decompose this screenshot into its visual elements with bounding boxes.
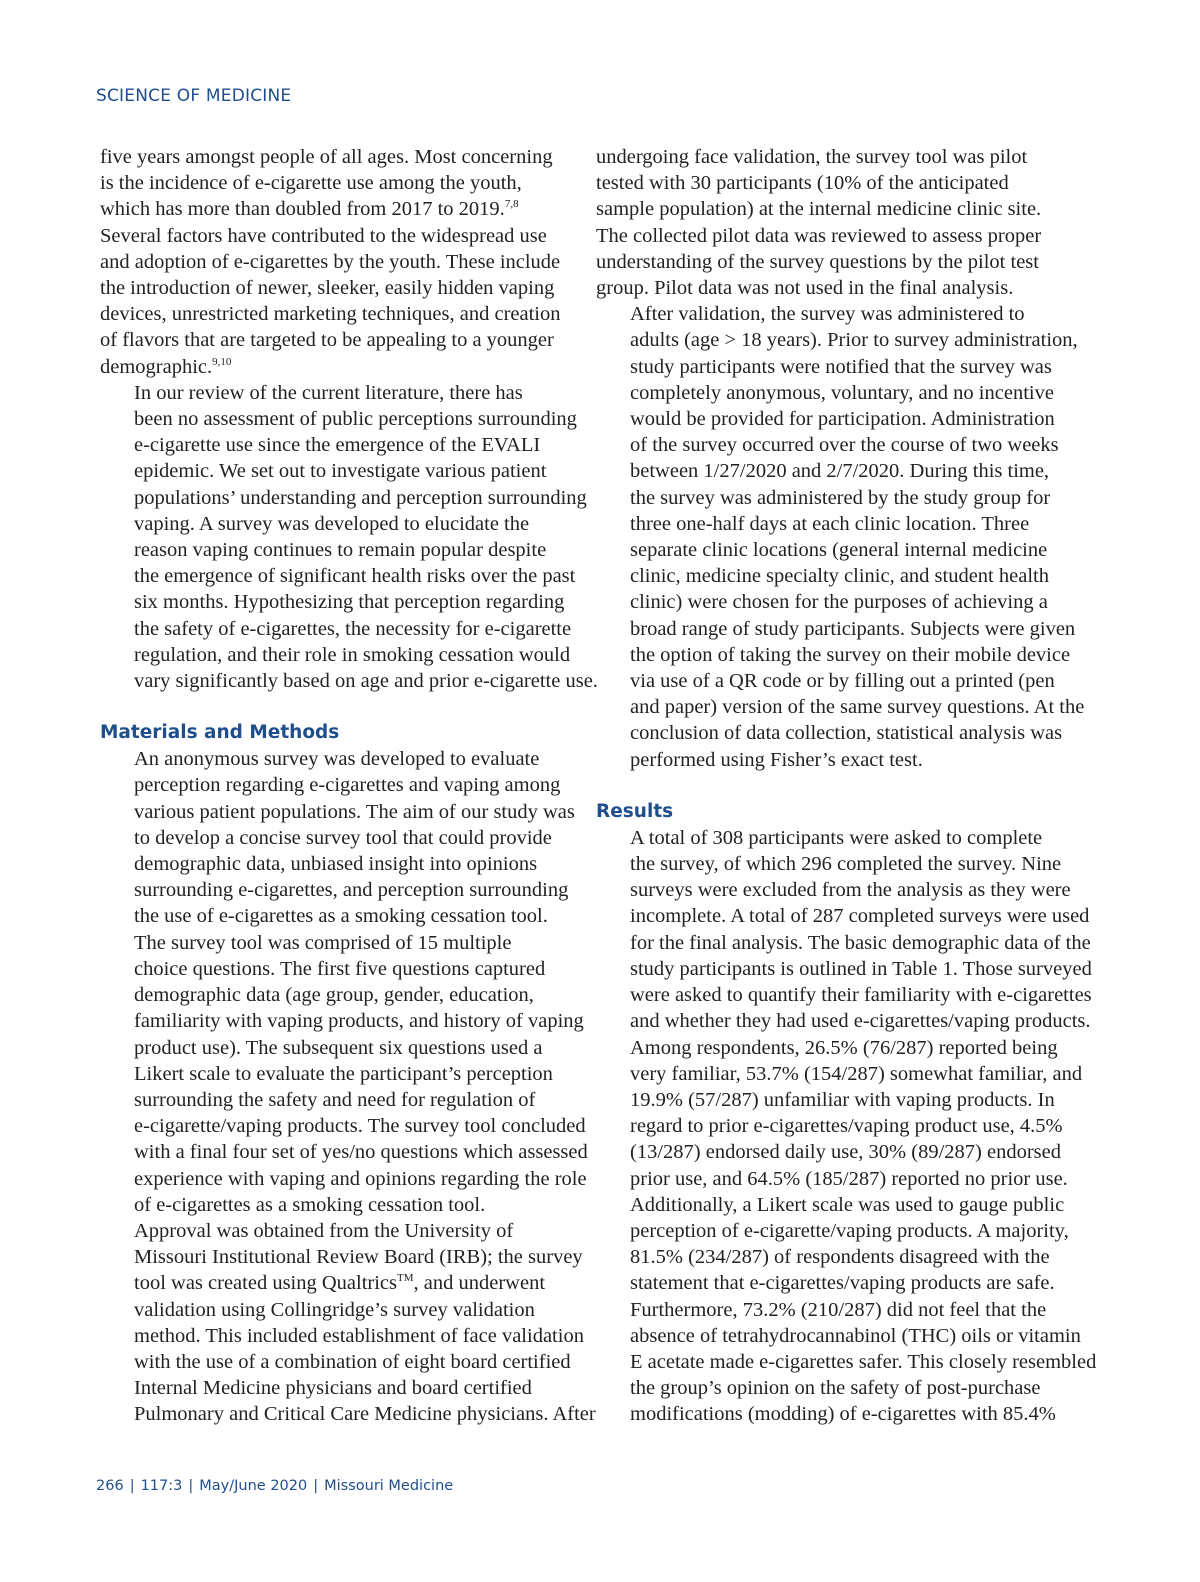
- text-line: Approval was obtained from the University of: [134, 1219, 514, 1242]
- text-line: perception of e-cigarette/vaping products. A majority,: [630, 1219, 1069, 1242]
- text-line-body: demographic.: [100, 355, 213, 378]
- text-line: of the survey occurred over the course of two weeks: [630, 434, 1059, 457]
- text-line: for the final analysis. The basic demographic data of the: [630, 931, 1091, 954]
- text-line: choice questions. The first five questions captured: [134, 957, 546, 980]
- text-line: Likert scale to evaluate the participant’s perception: [134, 1062, 553, 1085]
- text-line: [100, 196, 576, 222]
- section-label: SCIENCE OF MEDICINE: [96, 86, 292, 106]
- text-line: 19.9% (57/287) unfamiliar with vaping products. In: [630, 1088, 1055, 1111]
- materials-methods-heading: Materials and Methods: [100, 722, 340, 744]
- survey-paragraph: [100, 930, 588, 1218]
- text-line: been no assessment of public perceptions surrounding: [134, 408, 577, 431]
- text-line: Several factors have contributed to the widespread use: [100, 224, 547, 247]
- text-line: Internal Medicine physicians and board certified: [134, 1377, 532, 1400]
- text-line: conclusion of data collection, statistical analysis was: [630, 722, 1063, 745]
- text-line: demographic data (age group, gender, education,: [134, 984, 534, 1007]
- text-line: regulation, and their role in smoking cessation would: [134, 643, 571, 666]
- text-line: modifications (modding) of e-cigarettes with 85.4%: [630, 1403, 1056, 1426]
- text-line: After validation, the survey was administered to: [630, 303, 1025, 326]
- text-line: understanding of the survey questions by the pilot test: [596, 250, 1039, 273]
- text-line: various patient populations. The aim of our study was: [134, 800, 575, 823]
- text-line: surrounding the safety and need for regulation of: [134, 1088, 536, 1111]
- text-line: study participants is outlined in Table 1. Those surveyed: [630, 957, 1092, 980]
- text-line: study participants were notified that the survey was: [630, 355, 1052, 378]
- text-line: clinic) were chosen for the purposes of achieving a: [630, 591, 1048, 614]
- text-line: were asked to quantify their familiarity with e-cigarettes: [630, 984, 1092, 1007]
- text-line: adults (age > 18 years). Prior to survey administration,: [630, 329, 1078, 352]
- validation-paragraph: [596, 144, 1072, 301]
- intro-paragraph: [100, 144, 576, 380]
- footer-separator: |: [313, 1478, 319, 1494]
- text-line: statement that e-cigarettes/vaping products are safe.: [630, 1272, 1055, 1295]
- text-line: vary significantly based on age and prior e-cigarette use.: [134, 670, 598, 693]
- text-line: Additionally, a Likert scale was used to gauge public: [630, 1193, 1065, 1216]
- text-line: validation using Collingridge’s survey validation: [134, 1298, 535, 1321]
- text-line-body: , and underwent: [413, 1272, 546, 1295]
- text-line: performed using Fisher’s exact test.: [630, 748, 923, 771]
- text-line: The collected pilot data was reviewed to assess proper: [596, 224, 1042, 247]
- text-line: demographic data, unbiased insight into opinions: [134, 853, 538, 876]
- likert-paragraph: [596, 1192, 1097, 1428]
- text-line: perception regarding e-cigarettes and vaping among: [134, 774, 561, 797]
- right-column: [596, 144, 1097, 1428]
- text-line: very familiar, 53.7% (154/287) somewhat familiar, and: [630, 1062, 1083, 1085]
- review-paragraph: [100, 380, 598, 694]
- text-line: 81.5% (234/287) of respondents disagreed with the: [630, 1246, 1050, 1269]
- text-line: the safety of e-cigarettes, the necessity for e-cigarette: [134, 617, 572, 640]
- text-line: five years amongst people of all ages. Most concerning: [100, 146, 553, 168]
- text-line: separate clinic locations (general internal medicine: [630, 539, 1048, 562]
- text-line: surveys were excluded from the analysis as they were: [630, 879, 1071, 902]
- text-line: vaping. A survey was developed to elucidate the: [134, 512, 530, 535]
- text-line: epidemic. We set out to investigate various patient: [134, 460, 547, 483]
- results-heading: Results: [596, 800, 674, 822]
- text-line-body: which has more than doubled from 2017 to 2019.: [100, 198, 505, 221]
- results-paragraph: [596, 825, 1092, 1192]
- text-line: incomplete. A total of 287 completed surveys were used: [630, 905, 1090, 928]
- text-line: (13/287) endorsed daily use, 30% (89/287) endorsed: [630, 1141, 1061, 1164]
- text-line: In our review of the current literature, there has: [134, 381, 523, 404]
- text-line: [100, 354, 576, 380]
- text-line: [100, 1270, 576, 1296]
- text-line-body: tool was created using Qualtrics: [134, 1272, 398, 1295]
- page-footer: [96, 1478, 453, 1494]
- text-line: undergoing face validation, the survey tool was pilot: [596, 146, 1028, 168]
- text-line: three one-half days at each clinic location. Three: [630, 512, 1030, 535]
- text-line: e-cigarette/vaping products. The survey tool concluded: [134, 1115, 586, 1138]
- text-line: to develop a concise survey tool that could provide: [134, 826, 552, 849]
- citation-ref: 7,8: [504, 198, 519, 211]
- text-line: broad range of study participants. Subjects were given: [630, 617, 1076, 640]
- text-line: experience with vaping and opinions regarding the role: [134, 1167, 587, 1190]
- materials-paragraph: [100, 746, 576, 929]
- citation-ref: 9,10: [212, 355, 232, 368]
- text-line: Pulmonary and Critical Care Medicine physicians. After: [134, 1403, 596, 1426]
- text-line: would be provided for participation. Administration: [630, 408, 1055, 431]
- text-line: regard to prior e-cigarettes/vaping product use, 4.5%: [630, 1115, 1063, 1138]
- text-line: the introduction of newer, sleeker, easily hidden vaping: [100, 277, 555, 300]
- text-line: An anonymous survey was developed to evaluate: [134, 748, 540, 771]
- text-line: and whether they had used e-cigarettes/vaping products.: [630, 1010, 1091, 1033]
- text-line: Furthermore, 73.2% (210/287) did not feel that the: [630, 1298, 1047, 1321]
- text-line: Among respondents, 26.5% (76/287) reported being: [630, 1036, 1058, 1059]
- text-line: clinic, medicine specialty clinic, and student health: [630, 565, 1049, 588]
- text-line: populations’ understanding and perception surrounding: [134, 486, 587, 509]
- text-line: familiarity with vaping products, and history of vaping: [134, 1010, 584, 1033]
- trademark-mark: TM: [397, 1272, 414, 1285]
- footer-separator: |: [129, 1478, 135, 1494]
- text-line: reason vaping continues to remain popular despite: [134, 539, 547, 562]
- text-line: and paper) version of the same survey questions. At the: [630, 696, 1085, 719]
- text-line: product use). The subsequent six questions used a: [134, 1036, 543, 1059]
- text-line: of flavors that are targeted to be appealing to a younger: [100, 329, 554, 352]
- administration-paragraph: [596, 301, 1085, 773]
- text-line: of e-cigarettes as a smoking cessation tool.: [134, 1193, 486, 1216]
- text-line: the option of taking the survey on their mobile device: [630, 643, 1071, 666]
- text-line: A total of 308 participants were asked to complete: [630, 826, 1043, 849]
- text-line: e-cigarette use since the emergence of the EVALI: [134, 434, 541, 457]
- text-line: and adoption of e-cigarettes by the youth. These include: [100, 250, 561, 273]
- text-line: group. Pilot data was not used in the final analysis.: [596, 277, 1014, 300]
- text-line: completely anonymous, voluntary, and no incentive: [630, 381, 1054, 404]
- text-line: the group’s opinion on the safety of post-purchase: [630, 1377, 1041, 1400]
- text-line: between 1/27/2020 and 2/7/2020. During this time,: [630, 460, 1050, 483]
- text-line: via use of a QR code or by filling out a printed (pen: [630, 670, 1055, 693]
- text-line: the emergence of significant health risks over the past: [134, 565, 576, 588]
- text-line: Missouri Institutional Review Board (IRB); the survey: [134, 1246, 583, 1269]
- text-line: The survey tool was comprised of 15 multiple: [134, 931, 512, 954]
- text-line: the use of e-cigarettes as a smoking cessation tool.: [134, 905, 548, 928]
- text-line: devices, unrestricted marketing techniques, and creation: [100, 303, 561, 326]
- text-line: with the use of a combination of eight board certified: [134, 1350, 571, 1373]
- text-line: prior use, and 64.5% (185/287) reported no prior use.: [630, 1167, 1068, 1190]
- text-line: surrounding e-cigarettes, and perception surrounding: [134, 879, 569, 902]
- text-line: method. This included establishment of face validation: [134, 1324, 584, 1347]
- text-line: E acetate made e-cigarettes safer. This closely resembled: [630, 1350, 1097, 1373]
- page-number: 266: [96, 1478, 124, 1494]
- approval-paragraph: [100, 1218, 596, 1428]
- text-line: the survey was administered by the study group for: [630, 486, 1051, 509]
- text-line: the survey, of which 296 completed the survey. Nine: [630, 853, 1062, 876]
- journal-name: Missouri Medicine: [324, 1478, 454, 1494]
- text-line: sample population) at the internal medicine clinic site.: [596, 198, 1042, 221]
- text-line: absence of tetrahydrocannabinol (THC) oils or vitamin: [630, 1324, 1081, 1347]
- text-line: six months. Hypothesizing that perception regarding: [134, 591, 565, 614]
- left-column: [100, 144, 598, 1428]
- text-line: tested with 30 participants (10% of the anticipated: [596, 172, 1009, 195]
- text-line: is the incidence of e-cigarette use among the youth,: [100, 172, 522, 195]
- text-line: with a final four set of yes/no questions which assessed: [134, 1141, 588, 1164]
- issue-number: 117:3: [140, 1478, 183, 1494]
- issue-date: May/June 2020: [199, 1478, 308, 1494]
- footer-separator: |: [188, 1478, 194, 1494]
